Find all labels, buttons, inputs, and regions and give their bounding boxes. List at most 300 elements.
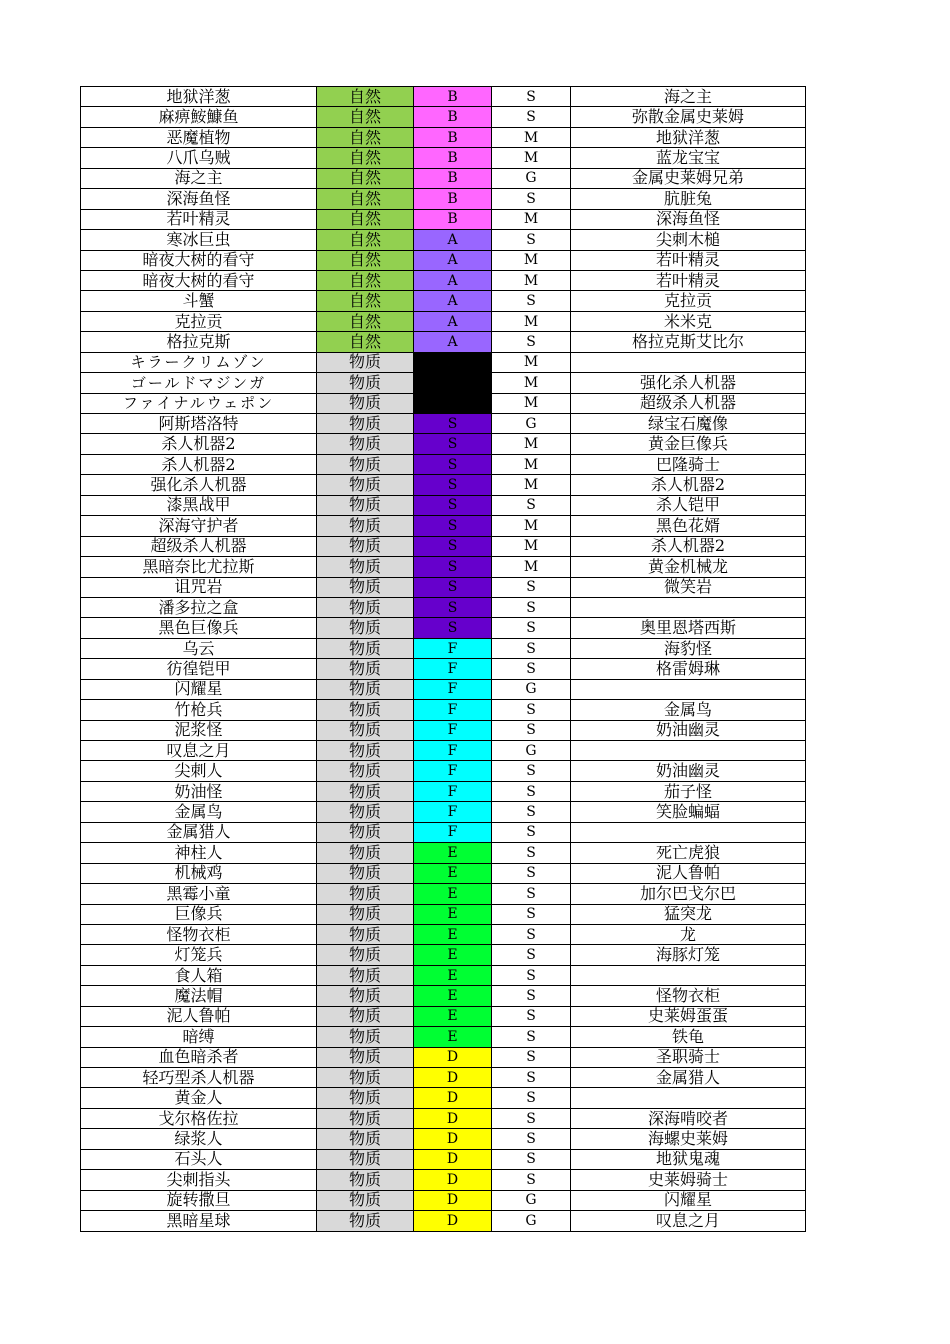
size-cell[interactable]: M (492, 127, 571, 147)
type-cell[interactable]: 物质 (317, 679, 414, 699)
rank-cell[interactable]: E (414, 863, 492, 883)
monster-name-cell[interactable]: 竹枪兵 (81, 700, 317, 720)
table-row (81, 270, 806, 290)
monster-name-cell[interactable]: 叹息之月 (81, 741, 317, 761)
size-cell[interactable]: S (492, 638, 571, 658)
size-cell[interactable]: M (492, 557, 571, 577)
note-cell[interactable]: 怪物衣柜 (571, 986, 806, 1006)
size-cell[interactable]: S (492, 700, 571, 720)
size-cell[interactable]: S (492, 189, 571, 209)
size-cell[interactable]: S (492, 761, 571, 781)
size-cell[interactable]: S (492, 720, 571, 740)
table-row (81, 189, 806, 209)
size-cell[interactable]: S (492, 945, 571, 965)
size-cell[interactable]: S (492, 597, 571, 617)
type-cell[interactable]: 物质 (317, 659, 414, 679)
rank-cell[interactable]: S (414, 618, 492, 638)
type-cell[interactable]: 自然 (317, 230, 414, 250)
monster-name-cell[interactable]: 泥浆怪 (81, 720, 317, 740)
note-cell[interactable]: 叹息之月 (571, 1211, 806, 1231)
type-cell[interactable]: 物质 (317, 884, 414, 904)
note-cell[interactable]: 黄金巨像兵 (571, 434, 806, 454)
type-cell[interactable]: 物质 (317, 741, 414, 761)
type-cell[interactable]: 自然 (317, 291, 414, 311)
monster-name-cell[interactable]: 食人箱 (81, 965, 317, 985)
type-cell[interactable]: 物质 (317, 618, 414, 638)
rank-cell[interactable]: D (414, 1047, 492, 1067)
note-cell[interactable]: 奶油幽灵 (571, 720, 806, 740)
rank-cell[interactable]: F (414, 761, 492, 781)
table-row (81, 230, 806, 250)
size-cell[interactable]: G (492, 168, 571, 188)
monster-name-cell[interactable]: 暗夜大树的看守 (81, 250, 317, 270)
rank-cell[interactable]: D (414, 1108, 492, 1128)
note-cell[interactable]: 海之主 (571, 87, 806, 107)
note-cell[interactable]: 金属猎人 (571, 1068, 806, 1088)
size-cell[interactable]: M (492, 434, 571, 454)
monster-name-cell[interactable]: 暗缚 (81, 1027, 317, 1047)
type-cell[interactable]: 物质 (317, 781, 414, 801)
rank-cell[interactable]: S (414, 577, 492, 597)
note-cell[interactable]: 黑色花婿 (571, 516, 806, 536)
rank-cell[interactable] (414, 393, 492, 413)
size-cell[interactable]: S (492, 1129, 571, 1149)
size-cell[interactable]: G (492, 741, 571, 761)
size-cell[interactable]: S (492, 1170, 571, 1190)
type-cell[interactable]: 物质 (317, 924, 414, 944)
size-cell[interactable]: G (492, 414, 571, 434)
type-cell[interactable]: 自然 (317, 189, 414, 209)
type-cell[interactable]: 物质 (317, 1027, 414, 1047)
type-cell[interactable]: 物质 (317, 638, 414, 658)
rank-cell[interactable]: A (414, 230, 492, 250)
monster-name-cell[interactable]: 海之主 (81, 168, 317, 188)
rank-cell[interactable]: E (414, 924, 492, 944)
rank-cell[interactable]: E (414, 965, 492, 985)
rank-cell[interactable]: D (414, 1211, 492, 1231)
size-cell[interactable]: S (492, 1027, 571, 1047)
monster-name-cell[interactable]: 杀人机器2 (81, 434, 317, 454)
monster-name-cell[interactable]: 地狱洋葱 (81, 87, 317, 107)
rank-cell[interactable]: F (414, 822, 492, 842)
size-cell[interactable]: S (492, 986, 571, 1006)
note-cell[interactable] (571, 965, 806, 985)
monster-name-cell[interactable]: 灯笼兵 (81, 945, 317, 965)
size-cell[interactable]: S (492, 1047, 571, 1067)
type-cell[interactable]: 自然 (317, 270, 414, 290)
note-cell[interactable]: 绿宝石魔像 (571, 414, 806, 434)
type-cell[interactable]: 物质 (317, 373, 414, 393)
type-cell[interactable]: 物质 (317, 434, 414, 454)
type-cell[interactable]: 物质 (317, 1047, 414, 1067)
type-cell[interactable]: 物质 (317, 843, 414, 863)
type-cell[interactable]: 物质 (317, 1108, 414, 1128)
note-cell[interactable] (571, 679, 806, 699)
rank-cell[interactable]: F (414, 700, 492, 720)
rank-cell[interactable] (414, 373, 492, 393)
monster-name-cell[interactable]: 尖刺人 (81, 761, 317, 781)
table-row (81, 843, 806, 863)
size-cell[interactable]: M (492, 373, 571, 393)
monster-name-cell[interactable]: 泥人鲁帕 (81, 1006, 317, 1026)
table-row (81, 352, 806, 372)
type-cell[interactable]: 物质 (317, 393, 414, 413)
monster-name-cell[interactable]: 八爪乌贼 (81, 148, 317, 168)
note-cell[interactable]: 茄子怪 (571, 781, 806, 801)
type-cell[interactable]: 物质 (317, 761, 414, 781)
monster-name-cell[interactable]: 机械鸡 (81, 863, 317, 883)
monster-name-cell[interactable]: 血色暗杀者 (81, 1047, 317, 1067)
note-cell[interactable]: 奶油幽灵 (571, 761, 806, 781)
size-cell[interactable]: S (492, 107, 571, 127)
monster-name-cell[interactable]: 怪物衣柜 (81, 924, 317, 944)
note-cell[interactable]: 超级杀人机器 (571, 393, 806, 413)
rank-cell[interactable]: B (414, 107, 492, 127)
rank-cell[interactable]: D (414, 1068, 492, 1088)
monster-name-cell[interactable]: 黑暗奈比尤拉斯 (81, 557, 317, 577)
rank-cell[interactable]: B (414, 87, 492, 107)
table-row (81, 454, 806, 474)
rank-cell[interactable]: D (414, 1129, 492, 1149)
table-row (81, 434, 806, 454)
table-row (81, 414, 806, 434)
type-cell[interactable]: 自然 (317, 250, 414, 270)
note-cell[interactable]: 深海鱼怪 (571, 209, 806, 229)
note-cell[interactable]: 铁龟 (571, 1027, 806, 1047)
size-cell[interactable]: S (492, 87, 571, 107)
size-cell[interactable]: S (492, 291, 571, 311)
monster-name-cell[interactable]: 轻巧型杀人机器 (81, 1068, 317, 1088)
note-cell[interactable]: 蓝龙宝宝 (571, 148, 806, 168)
monster-name-cell[interactable]: 神柱人 (81, 843, 317, 863)
monster-name-cell[interactable]: 寒冰巨虫 (81, 230, 317, 250)
type-cell[interactable]: 自然 (317, 168, 414, 188)
rank-cell[interactable]: F (414, 720, 492, 740)
table-row (81, 659, 806, 679)
note-cell[interactable]: 肮脏兔 (571, 189, 806, 209)
rank-cell[interactable]: F (414, 659, 492, 679)
monster-name-cell[interactable]: 黄金人 (81, 1088, 317, 1108)
monster-name-cell[interactable]: 乌云 (81, 638, 317, 658)
rank-cell[interactable]: A (414, 311, 492, 331)
note-cell[interactable]: 弥散金属史莱姆 (571, 107, 806, 127)
type-cell[interactable]: 物质 (317, 1068, 414, 1088)
rank-cell[interactable]: D (414, 1088, 492, 1108)
table-row (81, 986, 806, 1006)
table-row (81, 1006, 806, 1026)
rank-cell[interactable]: E (414, 1006, 492, 1026)
rank-cell[interactable] (414, 352, 492, 372)
size-cell[interactable]: M (492, 250, 571, 270)
monster-name-cell[interactable]: 麻痹鮟鱇鱼 (81, 107, 317, 127)
note-cell[interactable]: 死亡虎狼 (571, 843, 806, 863)
size-cell[interactable]: S (492, 1149, 571, 1169)
table-row (81, 1068, 806, 1088)
monster-name-cell[interactable]: 潘多拉之盒 (81, 597, 317, 617)
monster-name-cell[interactable]: 黑色巨像兵 (81, 618, 317, 638)
note-cell[interactable] (571, 1088, 806, 1108)
size-cell[interactable]: G (492, 1190, 571, 1210)
note-cell[interactable]: 史莱姆骑士 (571, 1170, 806, 1190)
note-cell[interactable]: 米米克 (571, 311, 806, 331)
size-cell[interactable]: M (492, 352, 571, 372)
size-cell[interactable]: S (492, 843, 571, 863)
size-cell[interactable]: S (492, 1006, 571, 1026)
note-cell[interactable]: 若叶精灵 (571, 250, 806, 270)
note-cell[interactable]: 奥里恩塔西斯 (571, 618, 806, 638)
type-cell[interactable]: 物质 (317, 802, 414, 822)
type-cell[interactable]: 物质 (317, 965, 414, 985)
note-cell[interactable]: 圣职骑士 (571, 1047, 806, 1067)
type-cell[interactable]: 物质 (317, 536, 414, 556)
monster-name-cell[interactable]: 恶魔植物 (81, 127, 317, 147)
rank-cell[interactable]: S (414, 557, 492, 577)
rank-cell[interactable]: A (414, 332, 492, 352)
rank-cell[interactable]: B (414, 127, 492, 147)
type-cell[interactable]: 物质 (317, 1211, 414, 1231)
note-cell[interactable]: 史莱姆蛋蛋 (571, 1006, 806, 1026)
note-cell[interactable]: 强化杀人机器 (571, 373, 806, 393)
size-cell[interactable]: M (492, 209, 571, 229)
note-cell[interactable] (571, 352, 806, 372)
rank-cell[interactable]: F (414, 781, 492, 801)
rank-cell[interactable]: D (414, 1190, 492, 1210)
type-cell[interactable]: 自然 (317, 127, 414, 147)
monster-name-cell[interactable]: 漆黑战甲 (81, 495, 317, 515)
rank-cell[interactable]: E (414, 945, 492, 965)
size-cell[interactable]: S (492, 495, 571, 515)
type-cell[interactable]: 物质 (317, 1006, 414, 1026)
rank-cell[interactable]: A (414, 291, 492, 311)
type-cell[interactable]: 物质 (317, 822, 414, 842)
note-cell[interactable]: 金属鸟 (571, 700, 806, 720)
monster-name-cell[interactable]: 暗夜大树的看守 (81, 270, 317, 290)
size-cell[interactable]: S (492, 230, 571, 250)
monster-name-cell[interactable]: 奶油怪 (81, 781, 317, 801)
size-cell[interactable]: G (492, 1211, 571, 1231)
note-cell[interactable]: 格拉克斯艾比尔 (571, 332, 806, 352)
rank-cell[interactable]: D (414, 1149, 492, 1169)
rank-cell[interactable]: S (414, 414, 492, 434)
size-cell[interactable]: M (492, 475, 571, 495)
rank-cell[interactable]: F (414, 638, 492, 658)
size-cell[interactable]: M (492, 311, 571, 331)
table-row (81, 127, 806, 147)
type-cell[interactable]: 物质 (317, 597, 414, 617)
size-cell[interactable]: S (492, 904, 571, 924)
note-cell[interactable]: 微笑岩 (571, 577, 806, 597)
note-cell[interactable]: 泥人鲁帕 (571, 863, 806, 883)
note-cell[interactable]: 闪耀星 (571, 1190, 806, 1210)
table-row (81, 475, 806, 495)
note-cell[interactable]: 海豚灯笼 (571, 945, 806, 965)
size-cell[interactable]: S (492, 802, 571, 822)
monster-name-cell[interactable]: 尖刺指头 (81, 1170, 317, 1190)
type-cell[interactable]: 物质 (317, 557, 414, 577)
note-cell[interactable]: 加尔巴戈尔巴 (571, 884, 806, 904)
rank-cell[interactable]: B (414, 148, 492, 168)
table-row (81, 781, 806, 801)
size-cell[interactable]: S (492, 965, 571, 985)
monster-name-cell[interactable]: 强化杀人机器 (81, 475, 317, 495)
rank-cell[interactable]: E (414, 884, 492, 904)
note-cell[interactable]: 杀人机器2 (571, 475, 806, 495)
size-cell[interactable]: M (492, 270, 571, 290)
table-row (81, 945, 806, 965)
table-row (81, 332, 806, 352)
type-cell[interactable]: 物质 (317, 904, 414, 924)
size-cell[interactable]: S (492, 822, 571, 842)
monster-name-cell[interactable]: 绿浆人 (81, 1129, 317, 1149)
monster-name-cell[interactable]: 金属鸟 (81, 802, 317, 822)
size-cell[interactable]: S (492, 863, 571, 883)
monster-name-cell[interactable]: 旋转撒旦 (81, 1190, 317, 1210)
type-cell[interactable]: 物质 (317, 516, 414, 536)
note-cell[interactable]: 杀人机器2 (571, 536, 806, 556)
rank-cell[interactable]: F (414, 741, 492, 761)
rank-cell[interactable]: S (414, 597, 492, 617)
type-cell[interactable]: 自然 (317, 332, 414, 352)
rank-cell[interactable]: S (414, 475, 492, 495)
note-cell[interactable] (571, 597, 806, 617)
rank-cell[interactable]: D (414, 1170, 492, 1190)
rank-cell[interactable]: B (414, 209, 492, 229)
note-cell[interactable]: 地狱洋葱 (571, 127, 806, 147)
size-cell[interactable]: S (492, 1068, 571, 1088)
size-cell[interactable]: M (492, 454, 571, 474)
type-cell[interactable]: 物质 (317, 1129, 414, 1149)
rank-cell[interactable]: S (414, 495, 492, 515)
monster-name-cell[interactable]: 彷徨铠甲 (81, 659, 317, 679)
monster-name-cell[interactable]: ファイナルウェポン (81, 393, 317, 413)
note-cell[interactable]: 克拉贡 (571, 291, 806, 311)
rank-cell[interactable]: B (414, 189, 492, 209)
size-cell[interactable]: S (492, 1108, 571, 1128)
type-cell[interactable]: 物质 (317, 1170, 414, 1190)
type-cell[interactable]: 物质 (317, 945, 414, 965)
rank-cell[interactable]: E (414, 1027, 492, 1047)
size-cell[interactable]: S (492, 659, 571, 679)
rank-cell[interactable]: F (414, 802, 492, 822)
size-cell[interactable]: M (492, 516, 571, 536)
rank-cell[interactable]: F (414, 679, 492, 699)
note-cell[interactable]: 杀人铠甲 (571, 495, 806, 515)
size-cell[interactable]: M (492, 536, 571, 556)
size-cell[interactable]: S (492, 618, 571, 638)
rank-cell[interactable]: B (414, 168, 492, 188)
note-cell[interactable]: 猛突龙 (571, 904, 806, 924)
note-cell[interactable]: 深海啃咬者 (571, 1108, 806, 1128)
monster-name-cell[interactable]: 金属猎人 (81, 822, 317, 842)
type-cell[interactable]: 物质 (317, 1149, 414, 1169)
monster-name-cell[interactable]: キラークリムゾン (81, 352, 317, 372)
monster-name-cell[interactable]: 斗蟹 (81, 291, 317, 311)
monster-name-cell[interactable]: 阿斯塔洛特 (81, 414, 317, 434)
note-cell[interactable]: 海豹怪 (571, 638, 806, 658)
monster-name-cell[interactable]: 若叶精灵 (81, 209, 317, 229)
rank-cell[interactable]: S (414, 434, 492, 454)
size-cell[interactable]: S (492, 1088, 571, 1108)
note-cell[interactable]: 巴隆骑士 (571, 454, 806, 474)
type-cell[interactable]: 自然 (317, 87, 414, 107)
monster-name-cell[interactable]: 黑暗星球 (81, 1211, 317, 1231)
size-cell[interactable]: M (492, 148, 571, 168)
size-cell[interactable]: S (492, 924, 571, 944)
type-cell[interactable]: 物质 (317, 577, 414, 597)
rank-cell[interactable]: S (414, 454, 492, 474)
rank-cell[interactable]: E (414, 843, 492, 863)
size-cell[interactable]: S (492, 781, 571, 801)
note-cell[interactable]: 金属史莱姆兄弟 (571, 168, 806, 188)
note-cell[interactable]: 海螺史莱姆 (571, 1129, 806, 1149)
type-cell[interactable]: 自然 (317, 107, 414, 127)
size-cell[interactable]: S (492, 332, 571, 352)
rank-cell[interactable]: A (414, 250, 492, 270)
monster-name-cell[interactable]: 石头人 (81, 1149, 317, 1169)
monster-name-cell[interactable]: 深海守护者 (81, 516, 317, 536)
size-cell[interactable]: G (492, 679, 571, 699)
note-cell[interactable]: 黄金机械龙 (571, 557, 806, 577)
type-cell[interactable]: 物质 (317, 863, 414, 883)
type-cell[interactable]: 物质 (317, 1190, 414, 1210)
type-cell[interactable]: 物质 (317, 700, 414, 720)
table-row (81, 1108, 806, 1128)
monster-name-cell[interactable]: 深海鱼怪 (81, 189, 317, 209)
size-cell[interactable]: S (492, 884, 571, 904)
monster-name-cell[interactable]: ゴールドマジンガ (81, 373, 317, 393)
size-cell[interactable]: M (492, 393, 571, 413)
monster-name-cell[interactable]: 闪耀星 (81, 679, 317, 699)
type-cell[interactable]: 自然 (317, 209, 414, 229)
note-cell[interactable] (571, 822, 806, 842)
monster-name-cell[interactable]: 超级杀人机器 (81, 536, 317, 556)
note-cell[interactable]: 尖刺木槌 (571, 230, 806, 250)
type-cell[interactable]: 物质 (317, 475, 414, 495)
type-cell[interactable]: 物质 (317, 414, 414, 434)
monster-name-cell[interactable]: 戈尔格佐拉 (81, 1108, 317, 1128)
type-cell[interactable]: 自然 (317, 148, 414, 168)
type-cell[interactable]: 物质 (317, 454, 414, 474)
rank-cell[interactable]: A (414, 270, 492, 290)
rank-cell[interactable]: E (414, 986, 492, 1006)
note-cell[interactable]: 若叶精灵 (571, 270, 806, 290)
monster-name-cell[interactable]: 黑霉小童 (81, 884, 317, 904)
note-cell[interactable]: 笑脸蝙蝠 (571, 802, 806, 822)
type-cell[interactable]: 物质 (317, 720, 414, 740)
table-row (81, 536, 806, 556)
type-cell[interactable]: 自然 (317, 311, 414, 331)
type-cell[interactable]: 物质 (317, 495, 414, 515)
monster-name-cell[interactable]: 克拉贡 (81, 311, 317, 331)
monster-name-cell[interactable]: 格拉克斯 (81, 332, 317, 352)
monster-name-cell[interactable]: 魔法帽 (81, 986, 317, 1006)
monster-name-cell[interactable]: 诅咒岩 (81, 577, 317, 597)
type-cell[interactable]: 物质 (317, 986, 414, 1006)
size-cell[interactable]: S (492, 577, 571, 597)
rank-cell[interactable]: S (414, 516, 492, 536)
note-cell[interactable]: 格雷姆琳 (571, 659, 806, 679)
rank-cell[interactable]: S (414, 536, 492, 556)
monster-name-cell[interactable]: 巨像兵 (81, 904, 317, 924)
type-cell[interactable]: 物质 (317, 352, 414, 372)
rank-cell[interactable]: E (414, 904, 492, 924)
note-cell[interactable]: 龙 (571, 924, 806, 944)
type-cell[interactable]: 物质 (317, 1088, 414, 1108)
table-row (81, 1211, 806, 1231)
monster-name-cell[interactable]: 杀人机器2 (81, 454, 317, 474)
note-cell[interactable]: 地狱鬼魂 (571, 1149, 806, 1169)
note-cell[interactable] (571, 741, 806, 761)
